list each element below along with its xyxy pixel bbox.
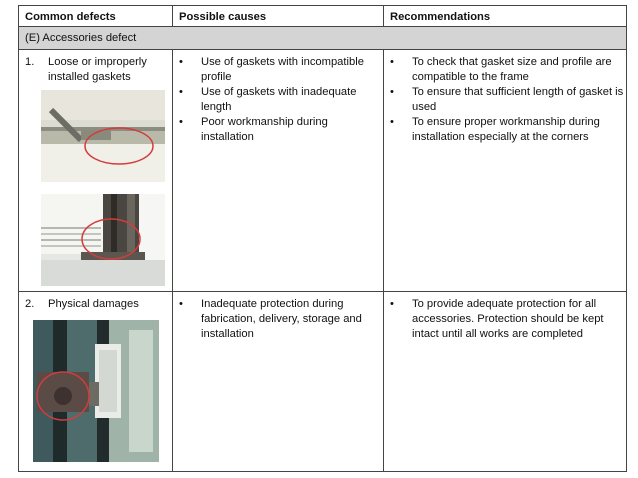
section-accessories-defect: (E) Accessories defect [18,26,627,50]
row1-defect-cell [18,49,173,292]
list-item: • Use of gaskets with incompatible profile [179,56,364,83]
row1-recommendations-cell [383,49,627,292]
row2-defect-cell [18,291,173,472]
header-common-defects: Common defects [18,5,173,27]
list-item: • To check that gasket size and profile are compatible to the frame [390,56,612,83]
loose-gasket-photo-top [41,90,165,182]
list-item: • Use of gaskets with inadequate length [179,86,357,113]
row1-number: 1. [25,56,35,68]
list-item: • To provide adequate protection for all accessories. Protection should be kept intact until all works are completed [390,298,604,340]
header-possible-causes: Possible causes [172,5,384,27]
row1-recommendations-list [390,55,624,145]
list-item: • Inadequate protection during fabrication, delivery, storage and installation [179,298,362,340]
physical-damage-photo [33,320,159,462]
row2-causes-cell [172,291,384,472]
row2-defect-text: Physical damages [48,298,139,310]
loose-gasket-photo-bottom [41,194,165,286]
list-item: • To ensure that sufficient length of gasket is used [390,86,624,113]
row1-causes-list [179,55,365,145]
row1-defect-text: Loose or improperly installed gaskets [48,56,147,83]
list-item: • Poor workmanship during installation [179,116,328,143]
row2-number: 2. [25,298,35,310]
row2-recommendations-cell [383,291,627,472]
header-recommendations: Recommendations [383,5,627,27]
list-item: • To ensure proper workmanship during installation especially at the corners [390,116,600,143]
defects-table [18,5,627,472]
row2-causes-list [179,297,367,342]
row1-causes-cell [172,49,384,292]
row2-recommendations-list [390,297,622,342]
